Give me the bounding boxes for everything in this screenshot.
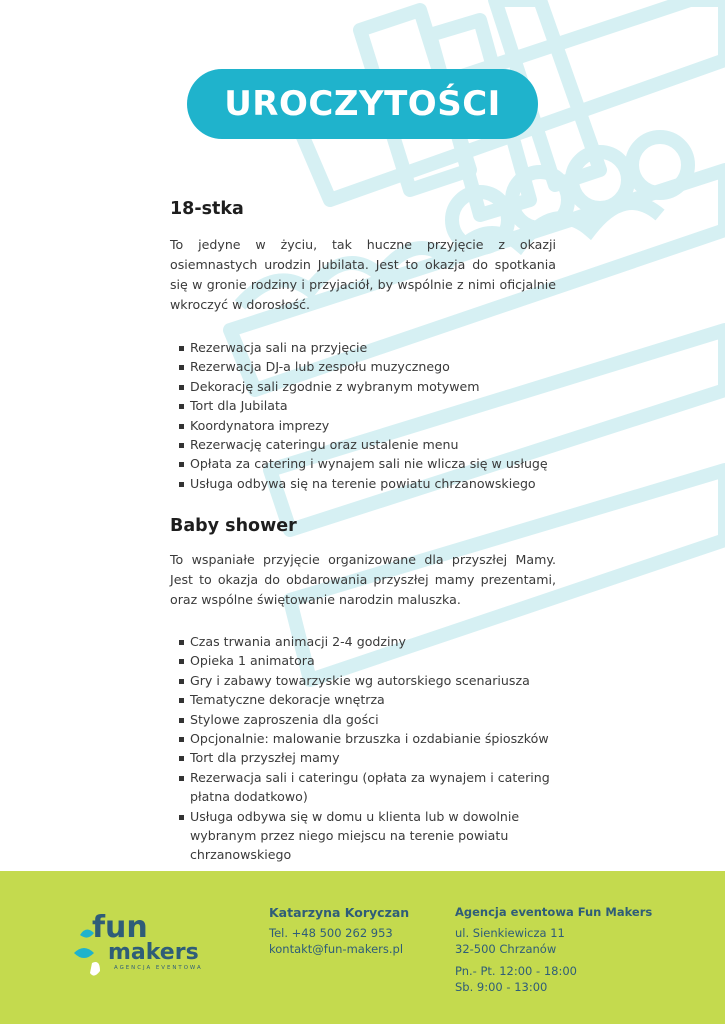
bullet-icon [179, 679, 184, 684]
logo-line-makers: makers [108, 940, 199, 965]
agency-street: ul. Sienkiewicza 11 [455, 926, 565, 940]
list-item: Rezerwację cateringu oraz ustalenie menu [170, 435, 556, 454]
list-item: Usługa odbywa się w domu u klienta lub w dowolnie wybranym przez niego miejscu na terenie powiatu chrzanowskiego [170, 807, 556, 865]
section-18-stka [170, 199, 556, 493]
section-description: To jedyne w życiu, tak huczne przyjęcie z okazji osiemnastych urodzin Jubilata. Jest to okazja do spotkania się w gronie rodziny i przyjaciół, by wspólnie z nimi oficjalnie wkroczyć w dorosłość. [170, 237, 556, 312]
contact-person [269, 905, 409, 957]
list-item: Tort dla Jubilata [170, 396, 556, 415]
bullet-icon [179, 640, 184, 645]
agency-info [455, 904, 652, 995]
list-item: Opłata za catering i wynajem sali nie wlicza się w usługę [170, 454, 556, 473]
list-item: Opieka 1 animatora [170, 651, 556, 670]
agency-name: Agencja eventowa Fun Makers [455, 905, 653, 919]
bullet-icon [179, 756, 184, 761]
agency-hours-saturday: Sb. 9:00 - 13:00 [455, 980, 548, 994]
agency-hours-weekday: Pn.- Pt. 12:00 - 18:00 [455, 964, 577, 978]
feature-list [170, 338, 556, 493]
bullet-icon [179, 737, 184, 742]
bullet-icon [179, 482, 184, 487]
bullet-icon [179, 443, 184, 448]
bullet-icon [179, 365, 184, 370]
logo-tagline: AGENCJA EVENTOWA [114, 965, 203, 971]
bullet-icon [179, 346, 184, 351]
list-item: Rezerwacja sali na przyjęcie [170, 338, 556, 357]
bullet-icon [179, 404, 184, 409]
section-title: Baby shower [170, 516, 297, 536]
bullet-icon [179, 718, 184, 723]
page-title-banner [187, 69, 538, 139]
contact-name: Katarzyna Koryczan [269, 905, 410, 920]
list-item: Stylowe zaproszenia dla gości [170, 710, 556, 729]
contact-email[interactable]: kontakt@fun-makers.pl [269, 942, 404, 956]
list-item: Gry i zabawy towarzyskie wg autorskiego scenariusza [170, 671, 556, 690]
list-item: Tematyczne dekoracje wnętrza [170, 690, 556, 709]
bullet-icon [179, 698, 184, 703]
list-item: Czas trwania animacji 2-4 godziny [170, 632, 556, 651]
bullet-icon [179, 776, 184, 781]
list-item: Rezerwacja sali i cateringu (opłata za wynajem i catering płatna dodatkowo) [170, 768, 556, 807]
list-item: Opcjonalnie: malowanie brzuszka i ozdabianie śpioszków [170, 729, 556, 748]
bullet-icon [179, 385, 184, 390]
agency-city: 32-500 Chrzanów [455, 942, 557, 956]
list-item: Rezerwacja DJ-a lub zespołu muzycznego [170, 357, 556, 376]
section-title: 18-stka [170, 199, 244, 219]
list-item: Tort dla przyszłej mamy [170, 748, 556, 767]
feature-list [170, 632, 556, 865]
page-title: UROCZYTOŚCI [224, 84, 501, 124]
footer [0, 871, 725, 1024]
list-item: Usługa odbywa się na terenie powiatu chrzanowskiego [170, 474, 556, 493]
contact-phone[interactable]: Tel. +48 500 262 953 [269, 926, 393, 940]
logo-line-fun: fun [92, 910, 148, 945]
bullet-icon [179, 815, 184, 820]
bullet-icon [179, 462, 184, 467]
fun-makers-logo [66, 901, 216, 981]
section-baby-shower [170, 516, 556, 865]
list-item: Dekorację sali zgodnie z wybranym motywem [170, 377, 556, 396]
bullet-icon [179, 659, 184, 664]
section-description: To wspaniałe przyjęcie organizowane dla przyszłej Mamy. Jest to okazja do obdarowania przyszłej mamy prezentami, oraz wspólne świętowanie narodzin maluszka. [170, 552, 556, 607]
bullet-icon [179, 424, 184, 429]
list-item: Koordynatora imprezy [170, 416, 556, 435]
